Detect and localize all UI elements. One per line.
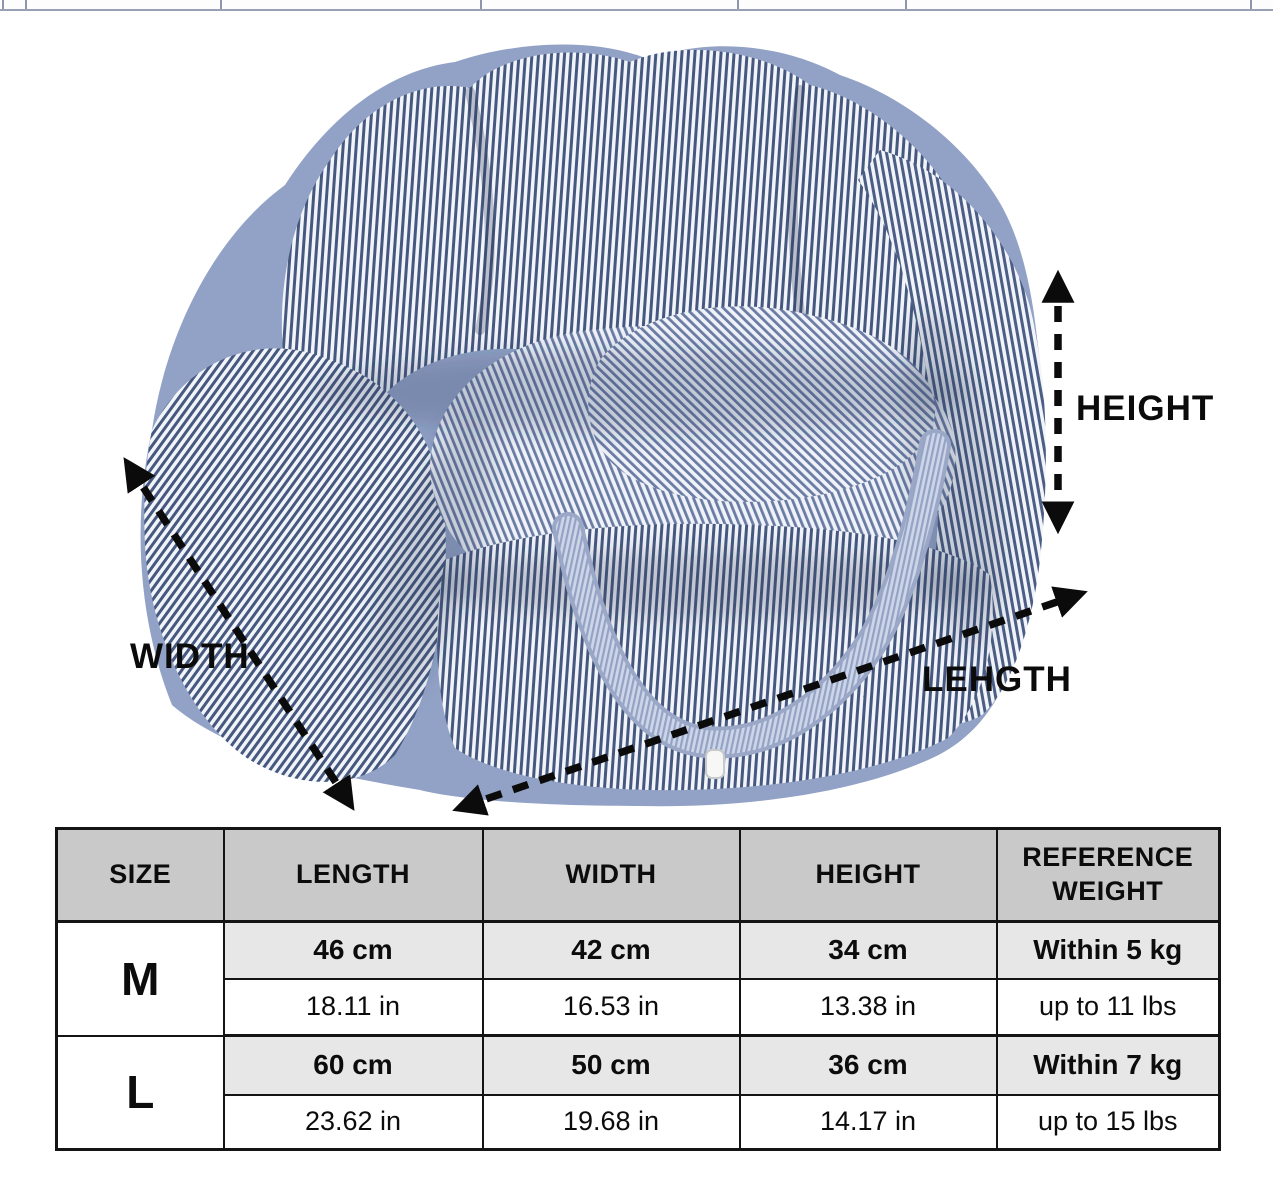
header-length: LENGTH [224, 829, 483, 922]
shadow [310, 350, 970, 434]
m-weight-lbs: up to 11 lbs [997, 979, 1220, 1036]
l-width-cm: 50 cm [483, 1036, 740, 1095]
m-width-cm: 42 cm [483, 922, 740, 979]
l-height-cm: 36 cm [740, 1036, 997, 1095]
table-row [57, 979, 1220, 1036]
header-width: WIDTH [483, 829, 740, 922]
size-l-cell: L [57, 1036, 224, 1150]
length-dimension-label: LEHGTH [922, 660, 1072, 699]
m-width-in: 16.53 in [483, 979, 740, 1036]
header-size: SIZE [57, 829, 224, 922]
header-height: HEIGHT [740, 829, 997, 922]
l-length-in: 23.62 in [224, 1095, 483, 1150]
l-length-cm: 60 cm [224, 1036, 483, 1095]
l-height-in: 14.17 in [740, 1095, 997, 1150]
m-length-in: 18.11 in [224, 979, 483, 1036]
size-chart-table [55, 827, 1221, 1151]
zipper-pull [706, 750, 724, 778]
table-row [57, 922, 1220, 979]
l-weight-lbs: up to 15 lbs [997, 1095, 1220, 1150]
height-dimension-label: HEIGHT [1076, 389, 1215, 428]
table-header-row [57, 829, 1220, 922]
m-length-cm: 46 cm [224, 922, 483, 979]
m-height-in: 13.38 in [740, 979, 997, 1036]
l-weight-kg: Within 7 kg [997, 1036, 1220, 1095]
table-row [57, 1036, 1220, 1095]
width-dimension-label: WIDTH [130, 637, 250, 676]
m-height-cm: 34 cm [740, 922, 997, 979]
header-reference-weight: REFERENCE WEIGHT [997, 829, 1220, 922]
l-width-in: 19.68 in [483, 1095, 740, 1150]
m-weight-kg: Within 5 kg [997, 922, 1220, 979]
size-m-cell: M [57, 922, 224, 1036]
table-row [57, 1095, 1220, 1150]
